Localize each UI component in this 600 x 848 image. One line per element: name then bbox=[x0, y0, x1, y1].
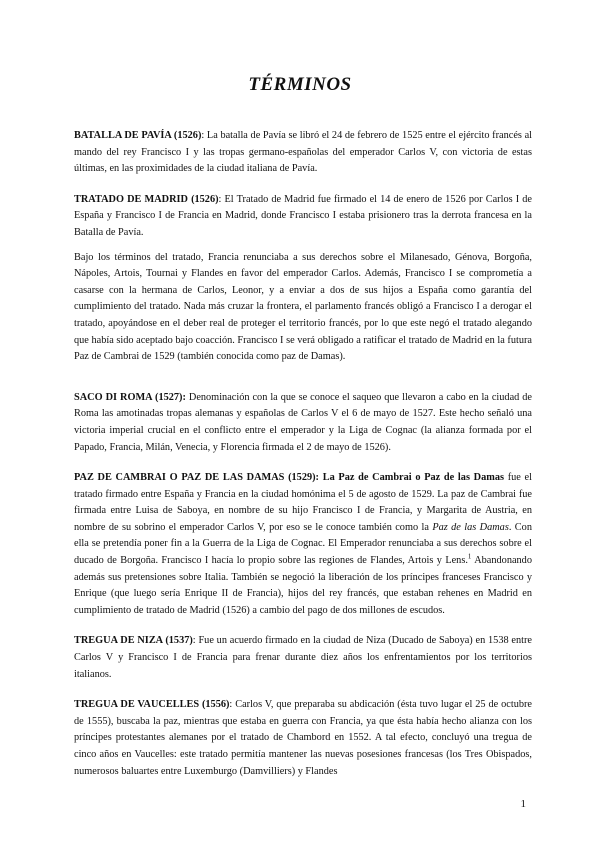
section-text: Denominación con la que se conoce el saqueo que llevaron a cabo en la ciudad de Roma las amotinadas tropas alemanas y españolas de Carlos V el 6 de mayo de 1527. Este hecho señaló una victoria imperial crucial en el conflicto entre el emperador y la Liga de Cognac (la alianza formada por el Papado, Francia, Milán, Venecia, y Florencia firmada el 2 de mayo de 1526). bbox=[74, 391, 532, 453]
section-text: : El Tratado de Madrid fue firmado el 14 de enero de 1526 por Carlos I de España y Francisco I de Francia en Madrid, donde Francisco I estaba prisionero tras la derrota francesa en la Batalla de Pavía. bbox=[74, 193, 532, 238]
section-text: . Con ella se pretendía poner fin a la Guerra de la Liga de Cognac. El Emperador renunciaba a sus derechos sobre el ducado de Borgoña. Francisco I hacía lo propio sobre las regiones de Flandes, Artois y Lens. bbox=[74, 521, 532, 567]
section-heading: PAZ DE CAMBRAI O PAZ DE LAS DAMAS (1529): bbox=[74, 472, 319, 484]
section-text: Bajo los términos del tratado, Francia renunciaba a sus derechos sobre el Milanesado, Génova, Borgoña, Nápoles, Artois, Tournai y Flandes en favor del emperador Carlos. Además, Francisco I se comprometía a casarse con la hermana de Carlos, Leonor, y a enviar a dos de sus hijos a España como garantía del cumplimiento del tratado. Nada más cruzar la frontera, el parlamento francés obligó a Francisco I a derogar el tratado, apoyándose en el deber real de proteger el territorio francés, por lo que este negó el tratado alegando que había sido aceptado bajo coacción. Francisco I se verá obligado a ratificar el tratado de Madrid en la futura Paz de Cambrai de 1529 (también conocida como paz de Damas). bbox=[74, 251, 532, 363]
section-text: : Fue un acuerdo firmado en la ciudad de Niza (Ducado de Saboya) en 1538 entre Carlos V y Francisco I de Francia para frenar durante diez años los enfrentamientos por los territorios italianos. bbox=[74, 635, 532, 680]
section-saco-roma bbox=[74, 390, 532, 456]
page-title: TÉRMINOS bbox=[248, 74, 352, 95]
footnote-marker[interactable]: 1 bbox=[467, 552, 472, 561]
section-vaucelles bbox=[74, 697, 532, 780]
section-text: fue el tratado firmado entre España y Francia en la ciudad homónima el 5 de agosto de 1529. La paz de Cambrai fue firmada entre Luisa de Saboya, en nombre de su hijo Francisco I de Francia, y Margarita de Austria, en nombre de su sobrino el emperador Carlos V, por eso se le conoce también como la bbox=[74, 472, 532, 533]
section-heading-extra: La Paz de Cambrai o Paz de las Damas bbox=[318, 472, 504, 484]
section-niza bbox=[74, 633, 532, 683]
section-madrid bbox=[74, 192, 532, 242]
italic-term: Paz de las Damas bbox=[432, 521, 509, 533]
document-body bbox=[74, 128, 532, 788]
section-heading: SACO DI ROMA (1527): bbox=[74, 391, 186, 403]
section-pavia bbox=[74, 128, 532, 178]
section-heading: BATALLA DE PAVÍA (1526) bbox=[74, 130, 202, 141]
section-heading: TREGUA DE NIZA (1537) bbox=[74, 635, 193, 647]
page-number: 1 bbox=[520, 798, 526, 810]
section-text: Abandonando además sus pretensiones sobre Italia. También se negoció la liberación de los príncipes franceses Francisco y Enrique (que luego sería Enrique II de Francia), hijos del rey francés, que estaban rehenes en Madrid en cumplimiento de tratado de Madrid (1526) a cambio del pago de dos millones de escudos. bbox=[74, 555, 532, 616]
section-text: : Carlos V, que preparaba su abdicación (ésta tuvo lugar el 25 de octubre de 1555), buscaba la paz, mientras que estaba en guerra con Francia, ya que ésta había hecho alianza con los príncipes protestantes alemanes por el tratado de Chambord en 1552. A tal efecto, concluyó una tregua de cinco años en Vaucelles: este tratado permitía mantener las nuevas posesiones francesas (los Tres Obispados, numerosos baluartes entre Luxemburgo (Damvilliers) y Flandes bbox=[74, 699, 532, 777]
section-text: : La batalla de Pavía se libró el 24 de febrero de 1525 entre el ejército francés al mando del rey Francisco I y las tropas germano-españolas del emperador Carlos V, con victoria de estas últimas, en las proximidades de la ciudad italiana de Pavía. bbox=[74, 130, 532, 175]
section-heading: TRATADO DE MADRID (1526) bbox=[74, 193, 219, 205]
section-heading: TREGUA DE VAUCELLES (1556) bbox=[74, 699, 230, 711]
section-madrid-body bbox=[74, 250, 532, 366]
section-paz-cambrai bbox=[74, 470, 532, 619]
